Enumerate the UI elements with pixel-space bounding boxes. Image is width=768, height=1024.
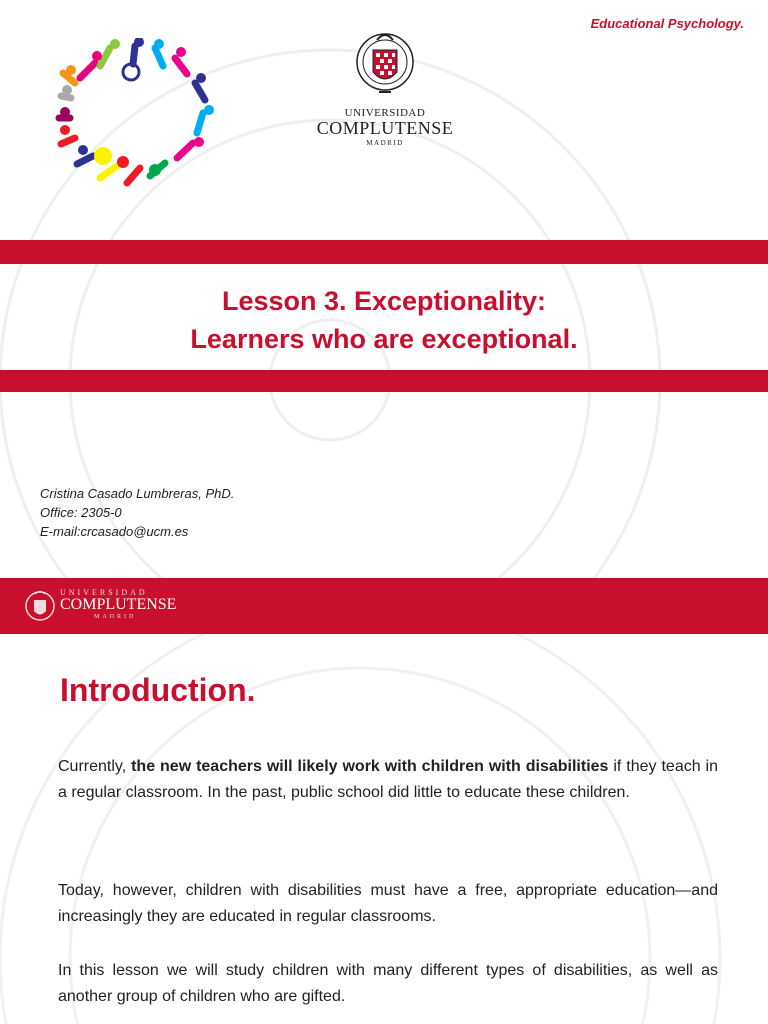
university-crest-icon: [355, 28, 415, 100]
red-header-band: [0, 578, 768, 634]
course-name: Educational Psychology.: [590, 16, 744, 31]
title-line-1: Lesson 3. Exceptionality:: [221, 286, 547, 316]
university-line2: COMPLUTENSE: [316, 118, 454, 138]
children-ring-logo: [55, 38, 215, 188]
intro-heading: Introduction.: [60, 672, 256, 708]
author-office: Office: 2305-0: [40, 505, 122, 520]
author-block: [40, 484, 234, 541]
emphasis-text: the new teachers will likely work with children with disabilities: [131, 758, 609, 775]
red-band-top: [0, 240, 768, 264]
lesson-title: [0, 282, 768, 358]
intro-slide: [0, 578, 768, 1024]
university-line3: MADRID: [366, 139, 404, 147]
paragraph-1: Currently, the new teachers will likely work with children with disabilities if they teach in a regular classroom. In the past, public school did little to educate these children.: [58, 758, 718, 801]
band-logo-line1: UNIVERSIDAD: [60, 588, 148, 597]
paragraph-3: In this lesson we will study children with many different types of disabilities, as well as another group of children who are gifted.: [58, 962, 718, 1005]
author-email[interactable]: E-mail:crcasado@ucm.es: [40, 524, 189, 539]
paragraph-2: Today, however, children with disabilities must have a free, appropriate education—and increasingly they are educated in regular classrooms.: [58, 882, 718, 925]
band-logo-line2: COMPLUTENSE: [60, 596, 177, 613]
university-logo: [300, 28, 470, 158]
red-band-bottom: [0, 370, 768, 392]
author-name: Cristina Casado Lumbreras, PhD.: [40, 486, 235, 501]
band-crest-icon: [24, 586, 56, 626]
band-logo-line3: MADRID: [94, 614, 137, 620]
band-university-logo: [24, 586, 194, 626]
university-line1: UNIVERSIDAD: [344, 107, 426, 119]
title-line-2: Learners who are exceptional.: [190, 324, 578, 354]
